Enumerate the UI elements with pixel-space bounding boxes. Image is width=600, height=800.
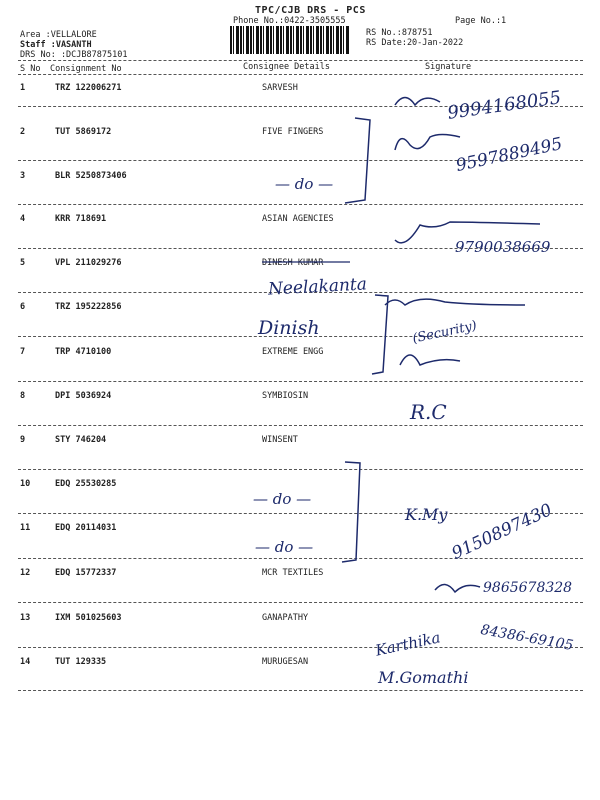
document-title: TPC/CJB DRS - PCS — [255, 5, 366, 16]
row-consignment-number: DPI 5036924 — [55, 391, 112, 401]
bracket-mark — [342, 462, 360, 562]
rs-date: RS Date:20-Jan-2022 — [366, 38, 464, 48]
drs-number: DRS No: :DCJB87875101 — [20, 50, 128, 60]
row-consignment-number: TUT 129335 — [55, 657, 107, 667]
col-sno-header: S No — [20, 64, 41, 74]
row-consignment-number: VPL 211029276 — [55, 258, 122, 268]
row-serial-number: 14 — [20, 657, 31, 667]
row-serial-number: 10 — [20, 479, 31, 489]
handwritten-initials: R.C — [410, 400, 447, 424]
row-serial-number: 13 — [20, 613, 31, 623]
handwritten-phone-1: 9994168055 — [446, 87, 563, 124]
row-serial-number: 11 — [20, 523, 31, 533]
row-serial-number: 9 — [20, 435, 26, 445]
row-serial-number: 1 — [20, 83, 26, 93]
handwritten-name-2: Dinish — [258, 317, 320, 339]
handwritten-name-4: M.Gomathi — [378, 668, 469, 687]
handwritten-note: (Security) — [411, 318, 479, 347]
row-consignee-name: EXTREME ENGG — [262, 347, 324, 357]
row-consignment-number: KRR 718691 — [55, 214, 107, 224]
bracket-mark — [345, 118, 370, 203]
staff-label: Staff :VASANTH — [20, 40, 92, 50]
signature-scribble — [395, 98, 440, 106]
row-consignee-name: WINSENT — [262, 435, 298, 445]
rs-number: RS No.:878751 — [366, 28, 433, 38]
page-number: Page No.:1 — [455, 16, 507, 26]
signature-scribble — [395, 135, 460, 151]
row-consignment-number: EDQ 15772337 — [55, 568, 117, 578]
row-consignment-number: TRZ 195222856 — [55, 302, 122, 312]
row-serial-number: 6 — [20, 302, 26, 312]
handwritten-phone-3: 9790038669 — [455, 238, 551, 256]
handwritten-ditto-3: — do — — [255, 538, 314, 556]
row-serial-number: 7 — [20, 347, 26, 357]
bracket-mark — [372, 295, 388, 374]
row-consignee-name: ASIAN AGENCIES — [262, 214, 334, 224]
handwritten-signature: K.My — [405, 505, 448, 524]
row-consignment-number: EDQ 20114031 — [55, 523, 117, 533]
handwritten-phone-6: 84386-69105 — [479, 621, 575, 655]
col-signature-header: Signature — [425, 62, 472, 72]
handwritten-ditto-1: — do — — [275, 175, 334, 193]
row-consignment-number: IXM 501025603 — [55, 613, 122, 623]
handwritten-phone-2: 9597889495 — [454, 133, 565, 177]
signature-scribble — [385, 299, 525, 305]
row-serial-number: 12 — [20, 568, 31, 578]
row-consignee-name: GANAPATHY — [262, 613, 309, 623]
row-consignment-number: BLR 5250873406 — [55, 171, 127, 181]
col-consignment-header: Consignment No — [50, 64, 122, 74]
signature-scribble — [435, 584, 480, 592]
row-serial-number: 4 — [20, 214, 26, 224]
row-consignment-number: TUT 5869172 — [55, 127, 112, 137]
handwritten-name-1: Neelakanta — [267, 274, 368, 300]
row-consignment-number: EDQ 25530285 — [55, 479, 117, 489]
row-consignment-number: STY 746204 — [55, 435, 107, 445]
handwritten-ditto-2: — do — — [253, 490, 312, 508]
row-consignment-number: TRZ 122006271 — [55, 83, 122, 93]
row-consignment-number: TRP 4710100 — [55, 347, 112, 357]
row-consignee-name: MCR TEXTILES — [262, 568, 324, 578]
row-serial-number: 5 — [20, 258, 26, 268]
row-consignee-name: SARVESH — [262, 83, 298, 93]
col-consignee-header: Consignee Details — [243, 62, 330, 72]
row-serial-number: 3 — [20, 171, 26, 181]
handwritten-phone-5: 9865678328 — [483, 580, 573, 596]
area-label: Area :VELLALORE — [20, 30, 97, 40]
row-serial-number: 2 — [20, 127, 26, 137]
row-consignee-name: SYMBIOSIN — [262, 391, 309, 401]
row-consignee-name: DINESH KUMAR — [262, 258, 324, 268]
signature-scribble — [400, 355, 460, 365]
handwritten-phone-4: 9150897430 — [448, 500, 556, 564]
row-consignee-name: FIVE FINGERS — [262, 127, 324, 137]
row-consignee-name: MURUGESAN — [262, 657, 309, 667]
phone-number: Phone No.:0422-3505555 — [233, 16, 346, 26]
handwritten-name-3: Karthika — [373, 628, 442, 660]
row-serial-number: 8 — [20, 391, 26, 401]
